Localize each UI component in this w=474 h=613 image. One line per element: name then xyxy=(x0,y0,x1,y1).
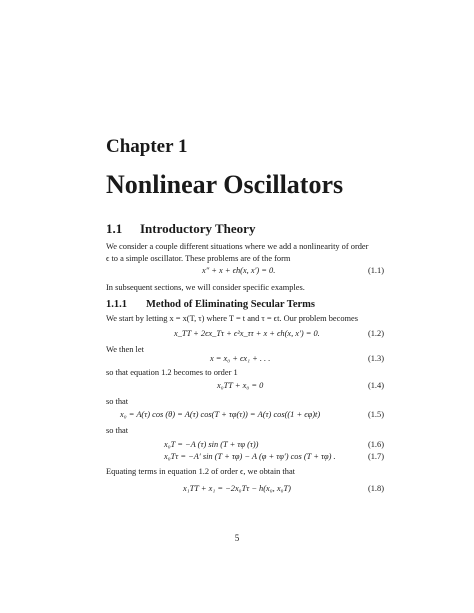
so-that-text-2: so that xyxy=(106,397,129,406)
chapter-title: Nonlinear Oscillators xyxy=(106,170,344,199)
equation-1-7-number: (1.7) xyxy=(367,452,384,461)
we-then-let-text: We then let xyxy=(106,345,144,354)
subsection-number: 1.1.1 xyxy=(106,299,127,310)
equation-1-4: x₀TT + x₀ = 0 xyxy=(217,381,264,390)
subsection-heading xyxy=(106,299,315,310)
equation-1-3-number: (1.3) xyxy=(367,354,384,363)
equation-1-1-number: (1.1) xyxy=(367,266,384,275)
subsection-title: Method of Eliminating Secular Terms xyxy=(146,299,315,310)
subsection-paragraph-start: We start by letting x = x(T, τ) where T = t and τ = ϵt. Our problem becomes xyxy=(106,314,359,323)
section-title: Introductory Theory xyxy=(140,221,256,236)
section-paragraph-line-2: ϵ to a simple oscillator. These problems are of the form xyxy=(106,254,291,263)
equation-1-7: x₀Tτ = −A′ sin (T + τφ) − A (φ + τφ′) cos (T + τφ) . xyxy=(164,452,336,461)
equation-1-2: x_TT + 2ϵx_Tτ + ϵ²x_ττ + x + ϵh(x, x′) = 0. xyxy=(174,329,320,338)
equating-terms-text: Equating terms in equation 1.2 of order ϵ, we obtain that xyxy=(106,467,295,476)
equation-1-4-number: (1.4) xyxy=(367,381,384,390)
equation-1-6-number: (1.6) xyxy=(367,440,384,449)
so-that-text-1: so that equation 1.2 becomes to order 1 xyxy=(106,368,238,377)
section-number: 1.1 xyxy=(106,221,123,236)
page-number: 5 xyxy=(234,533,240,543)
equation-1-5: x₀ = A(τ) cos (θ) = A(τ) cos(T + τφ(τ)) = A(τ) cos((1 + ϵφ)t) xyxy=(120,410,321,419)
section-paragraph-2: In subsequent sections, we will consider specific examples. xyxy=(106,283,305,292)
equation-1-3: x = x₀ + ϵx₁ + . . . xyxy=(210,354,271,363)
chapter-label: Chapter 1 xyxy=(106,136,188,157)
equation-1-2-number: (1.2) xyxy=(367,329,384,338)
section-heading xyxy=(106,221,255,237)
equation-1-1: x″ + x + ϵh(x, x′) = 0. xyxy=(202,266,276,275)
equation-1-8-number: (1.8) xyxy=(367,484,384,493)
equation-1-6: x₀T = −A (τ) sin (T + τφ (τ)) xyxy=(164,440,259,449)
section-paragraph-line-1: We consider a couple different situations where we add a nonlinearity of order xyxy=(106,242,369,251)
equation-1-8: x₁TT + x₁ = −2x₀Tτ − h(x₀, x₀T) xyxy=(183,484,291,493)
equation-1-5-number: (1.5) xyxy=(367,410,384,419)
so-that-text-3: so that xyxy=(106,426,129,435)
